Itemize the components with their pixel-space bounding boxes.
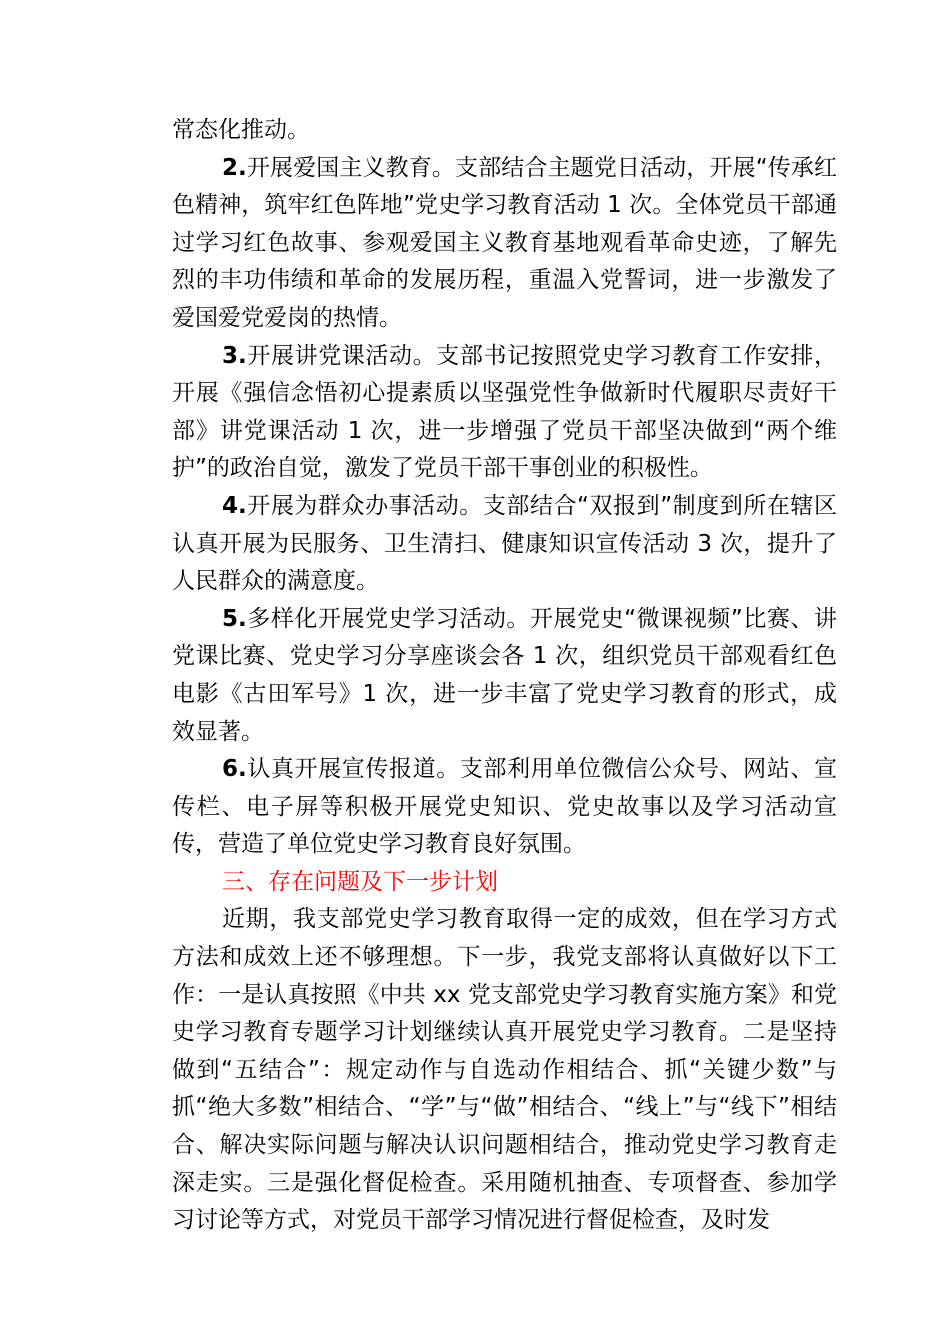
document-page [172,112,837,1240]
item-6-number: 6. [222,756,247,783]
item-4-paragraph [172,488,837,601]
item-5-number: 5. [222,605,247,632]
item-2-paragraph [172,150,837,338]
item-3-number: 3. [222,342,247,369]
section-heading: 三、存在问题及下一步计划 [222,868,498,895]
item-6-paragraph [172,751,837,864]
item-3-text: 开展讲党课活动。支部书记按照党史学习教育工作安排，开展《强信念悟初心提素质以坚强党性争做新时代履职尽责好干部》讲党课活动 1 次，进一步增强了党员干部坚决做到“两个维护”的政治自觉，激发了党员干部干事创业的积极性。 [172,342,837,482]
closing-paragraph: 近期，我支部党史学习教育取得一定的成效，但在学习方式方法和成效上还不够理想。下一步，我党支部将认真做好以下工作：一是认真按照《中共 xx 党支部党史学习教育实施方案》和党史学习教育专题学习计划继续认真开展党史学习教育。二是坚持做到“五结合”：规定动作与自选动作相结合、抓“关键少数”与抓“绝大多数”相结合、“学”与“做”相结合、“线上”与“线下”相结合、解决实际问题与解决认识问题相结合，推动党史学习教育走深走实。三是强化督促检查。采用随机抽查、专项督查、参加学习讨论等方式，对党员干部学习情况进行督促检查，及时发 [172,906,837,1234]
item-4-number: 4. [222,492,247,519]
item-2-number: 2. [222,154,247,181]
item-3-paragraph [172,338,837,488]
item-4-text: 开展为群众办事活动。支部结合“双报到”制度到所在辖区认真开展为民服务、卫生清扫、健康知识宣传活动 3 次，提升了人民群众的满意度。 [172,492,837,595]
item-5-paragraph [172,601,837,751]
item-5-text: 多样化开展党史学习活动。开展党史“微课视频”比赛、讲党课比赛、党史学习分享座谈会各 1 次，组织党员干部观看红色电影《古田军号》1 次，进一步丰富了党史学习教育的形式，成效显著。 [172,605,837,745]
continuation-line: 常态化推动。 [172,117,310,143]
item-6-text: 认真开展宣传报道。支部利用单位微信公众号、网站、宣传栏、电子屏等积极开展党史知识、党史故事以及学习活动宣传，营造了单位党史学习教育良好氛围。 [172,756,837,858]
item-2-text: 开展爱国主义教育。支部结合主题党日活动，开展“传承红色精神，筑牢红色阵地”党史学习教育活动 1 次。全体党员干部通过学习红色故事、参观爱国主义教育基地观看革命史迹，了解先烈的丰功伟绩和革命的发展历程，重温入党誓词，进一步激发了爱国爱党爱岗的热情。 [172,154,837,331]
